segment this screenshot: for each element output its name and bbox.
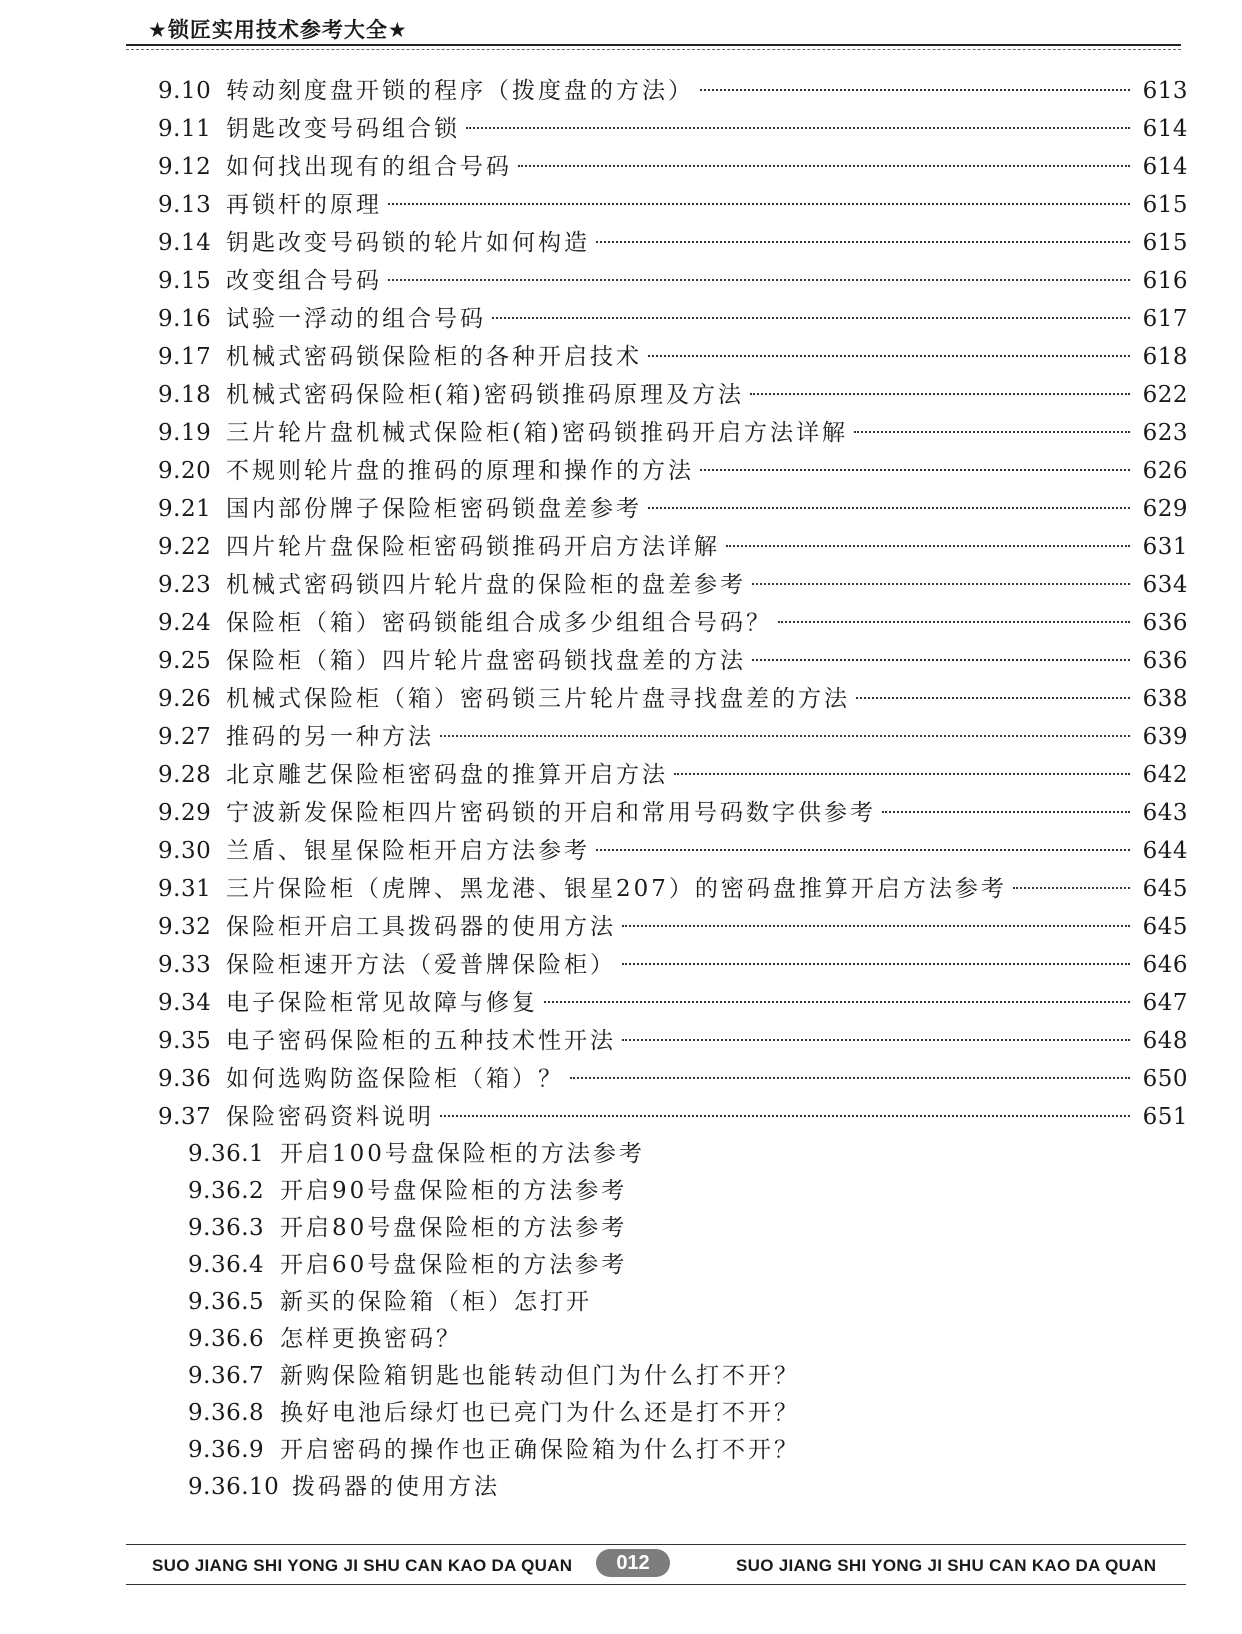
toc-entry bbox=[158, 946, 1188, 984]
toc-entry-title: 宁波新发保险柜四片密码锁的开启和常用号码数字供参考 bbox=[226, 800, 876, 826]
toc-entry-number: 9.22 bbox=[158, 534, 212, 560]
toc-entry-page: 618 bbox=[1142, 344, 1188, 370]
dot-leader bbox=[856, 697, 1130, 699]
dot-leader bbox=[648, 507, 1130, 509]
toc-entry-number: 9.25 bbox=[158, 648, 212, 674]
toc-entry bbox=[158, 528, 1188, 566]
toc-entry-number: 9.15 bbox=[158, 268, 212, 294]
footer-left-text: SUO JIANG SHI YONG JI SHU CAN KAO DA QUAN bbox=[152, 1556, 573, 1575]
toc-entry-page: 622 bbox=[1142, 382, 1188, 408]
header-rule bbox=[126, 44, 1181, 46]
toc-entry bbox=[158, 72, 1188, 110]
toc-entry-number: 9.20 bbox=[158, 458, 212, 484]
dot-leader bbox=[750, 393, 1130, 395]
toc-entry bbox=[158, 110, 1188, 148]
toc-entry-title: 保险密码资料说明 bbox=[226, 1104, 434, 1130]
toc-subentry bbox=[158, 1136, 1188, 1173]
toc-entry-number: 9.29 bbox=[158, 800, 212, 826]
toc-subentry bbox=[158, 1469, 1188, 1506]
toc-entry-page: 631 bbox=[1142, 534, 1188, 560]
toc-entry-title: 四片轮片盘保险柜密码锁推码开启方法详解 bbox=[226, 534, 720, 560]
toc-entry-page: 648 bbox=[1142, 1028, 1188, 1054]
toc-subentry bbox=[158, 1247, 1188, 1284]
toc-entry-title: 钥匙改变号码锁的轮片如何构造 bbox=[226, 230, 590, 256]
dot-leader bbox=[518, 165, 1130, 167]
header-rule-dashed bbox=[126, 49, 1181, 50]
toc-entry-title: 转动刻度盘开锁的程序（拨度盘的方法） bbox=[226, 78, 694, 104]
dot-leader bbox=[1013, 887, 1130, 889]
toc-subentry-title: 开启密码的操作也正确保险箱为什么打不开？ bbox=[280, 1437, 800, 1463]
toc-entry-page: 651 bbox=[1142, 1104, 1188, 1130]
toc-subentry-number: 9.36.3 bbox=[188, 1215, 265, 1241]
dot-leader bbox=[492, 317, 1130, 319]
toc-entry bbox=[158, 186, 1188, 224]
toc-entry-number: 9.17 bbox=[158, 344, 212, 370]
toc-entry-title: 保险柜（箱）密码锁能组合成多少组组合号码？ bbox=[226, 610, 772, 636]
toc-subentry-number: 9.36.6 bbox=[188, 1326, 265, 1352]
toc-entry-page: 642 bbox=[1142, 762, 1188, 788]
toc-entry-number: 9.19 bbox=[158, 420, 212, 446]
toc-entry-page: 616 bbox=[1142, 268, 1188, 294]
dot-leader bbox=[570, 1077, 1130, 1079]
toc-subentry-title: 开启60号盘保险柜的方法参考 bbox=[280, 1252, 628, 1278]
dot-leader bbox=[700, 469, 1130, 471]
toc-entry-number: 9.24 bbox=[158, 610, 212, 636]
toc-entry-number: 9.30 bbox=[158, 838, 212, 864]
toc-entry-title: 试验一浮动的组合号码 bbox=[226, 306, 486, 332]
toc-entry-number: 9.10 bbox=[158, 78, 212, 104]
toc-entry-page: 644 bbox=[1142, 838, 1188, 864]
toc-entry-title: 保险柜（箱）四片轮片盘密码锁找盘差的方法 bbox=[226, 648, 746, 674]
toc-subentry-number: 9.36.4 bbox=[188, 1252, 265, 1278]
toc-entry-number: 9.28 bbox=[158, 762, 212, 788]
toc-entry-title: 保险柜开启工具拨码器的使用方法 bbox=[226, 914, 616, 940]
toc-subentry-number: 9.36.7 bbox=[188, 1363, 265, 1389]
footer-rule-bottom bbox=[126, 1584, 1186, 1585]
toc-entry-number: 9.11 bbox=[158, 116, 212, 142]
toc-entry-page: 613 bbox=[1142, 78, 1188, 104]
toc-entry-page: 614 bbox=[1142, 116, 1188, 142]
toc-entry-number: 9.18 bbox=[158, 382, 212, 408]
toc-subentry-title: 开启80号盘保险柜的方法参考 bbox=[280, 1215, 628, 1241]
toc-entry-number: 9.21 bbox=[158, 496, 212, 522]
toc-subentry-title: 怎样更换密码？ bbox=[280, 1326, 462, 1352]
dot-leader bbox=[622, 1039, 1130, 1041]
toc-entry bbox=[158, 794, 1188, 832]
toc-entry bbox=[158, 908, 1188, 946]
toc-entry-number: 9.12 bbox=[158, 154, 212, 180]
toc-entry-title: 不规则轮片盘的推码的原理和操作的方法 bbox=[226, 458, 694, 484]
toc-entry-title: 再锁杆的原理 bbox=[226, 192, 382, 218]
toc-entry-title: 三片轮片盘机械式保险柜(箱)密码锁推码开启方法详解 bbox=[226, 420, 848, 446]
toc-entry bbox=[158, 718, 1188, 756]
toc-subentry bbox=[158, 1173, 1188, 1210]
toc-entry-title: 国内部份牌子保险柜密码锁盘差参考 bbox=[226, 496, 642, 522]
toc-subentry-title: 换好电池后绿灯也已亮门为什么还是打不开？ bbox=[280, 1400, 800, 1426]
dot-leader bbox=[622, 925, 1130, 927]
toc-entry-number: 9.33 bbox=[158, 952, 212, 978]
toc-entry-number: 9.32 bbox=[158, 914, 212, 940]
toc-entry bbox=[158, 338, 1188, 376]
toc-entry bbox=[158, 604, 1188, 642]
toc-entry-number: 9.31 bbox=[158, 876, 212, 902]
dot-leader bbox=[648, 355, 1130, 357]
toc-entry bbox=[158, 148, 1188, 186]
dot-leader bbox=[466, 127, 1130, 129]
dot-leader bbox=[726, 545, 1130, 547]
toc-entry bbox=[158, 642, 1188, 680]
toc-subentry-number: 9.36.10 bbox=[188, 1474, 280, 1500]
dot-leader bbox=[544, 1001, 1130, 1003]
toc-entry-title: 兰盾、银星保险柜开启方法参考 bbox=[226, 838, 590, 864]
toc-entry-title: 机械式密码保险柜(箱)密码锁推码原理及方法 bbox=[226, 382, 744, 408]
toc-entry-title: 机械式密码锁保险柜的各种开启技术 bbox=[226, 344, 642, 370]
dot-leader bbox=[882, 811, 1130, 813]
footer-right-text: SUO JIANG SHI YONG JI SHU CAN KAO DA QUAN bbox=[736, 1556, 1157, 1575]
toc-entry bbox=[158, 832, 1188, 870]
toc-entry-title: 电子密码保险柜的五种技术性开法 bbox=[226, 1028, 616, 1054]
toc-entry-page: 643 bbox=[1142, 800, 1188, 826]
dot-leader bbox=[854, 431, 1130, 433]
page-footer bbox=[126, 1544, 1186, 1592]
dot-leader bbox=[752, 659, 1130, 661]
toc-entry-title: 钥匙改变号码组合锁 bbox=[226, 116, 460, 142]
toc-entry-page: 629 bbox=[1142, 496, 1188, 522]
toc-entry-title: 如何选购防盗保险柜（箱）？ bbox=[226, 1066, 564, 1092]
toc-entry-number: 9.26 bbox=[158, 686, 212, 712]
toc-entry bbox=[158, 262, 1188, 300]
toc-entry-title: 电子保险柜常见故障与修复 bbox=[226, 990, 538, 1016]
toc-entry-page: 650 bbox=[1142, 1066, 1188, 1092]
dot-leader bbox=[752, 583, 1130, 585]
toc-entry-number: 9.34 bbox=[158, 990, 212, 1016]
toc-entry-page: 623 bbox=[1142, 420, 1188, 446]
toc-entry bbox=[158, 680, 1188, 718]
toc-subentry bbox=[158, 1432, 1188, 1469]
toc-entry bbox=[158, 490, 1188, 528]
toc-entry-page: 645 bbox=[1142, 914, 1188, 940]
toc-entry bbox=[158, 756, 1188, 794]
toc-entry-title: 推码的另一种方法 bbox=[226, 724, 434, 750]
toc-entry-number: 9.14 bbox=[158, 230, 212, 256]
toc-subentry-title: 开启90号盘保险柜的方法参考 bbox=[280, 1178, 628, 1204]
dot-leader bbox=[596, 241, 1130, 243]
toc-entry-page: 636 bbox=[1142, 648, 1188, 674]
page-number-badge: 012 bbox=[596, 1549, 670, 1577]
toc-entry-page: 615 bbox=[1142, 192, 1188, 218]
dot-leader bbox=[700, 89, 1130, 91]
toc-entry-number: 9.13 bbox=[158, 192, 212, 218]
dot-leader bbox=[440, 735, 1130, 737]
toc-entry-title: 保险柜速开方法（爱普牌保险柜） bbox=[226, 952, 616, 978]
toc-subentry bbox=[158, 1210, 1188, 1247]
toc-subentry bbox=[158, 1358, 1188, 1395]
dot-leader bbox=[596, 849, 1130, 851]
toc-entry-number: 9.35 bbox=[158, 1028, 212, 1054]
toc-subentry-title: 新买的保险箱（柜）怎打开 bbox=[280, 1289, 592, 1315]
toc-entry bbox=[158, 566, 1188, 604]
toc-entry-page: 614 bbox=[1142, 154, 1188, 180]
toc-subentry-title: 拨码器的使用方法 bbox=[292, 1474, 500, 1500]
toc-subentry-number: 9.36.2 bbox=[188, 1178, 265, 1204]
toc-entry bbox=[158, 984, 1188, 1022]
toc-entry-number: 9.23 bbox=[158, 572, 212, 598]
toc-entry-title: 机械式保险柜（箱）密码锁三片轮片盘寻找盘差的方法 bbox=[226, 686, 850, 712]
toc-entry-title: 改变组合号码 bbox=[226, 268, 382, 294]
book-title: ★锁匠实用技术参考大全★ bbox=[148, 18, 408, 42]
toc-subentry bbox=[158, 1284, 1188, 1321]
toc-entry-page: 639 bbox=[1142, 724, 1188, 750]
toc-entry bbox=[158, 1022, 1188, 1060]
toc-entry-page: 626 bbox=[1142, 458, 1188, 484]
toc-subentry bbox=[158, 1395, 1188, 1432]
toc-entry-number: 9.16 bbox=[158, 306, 212, 332]
dot-leader bbox=[622, 963, 1130, 965]
toc-entry bbox=[158, 870, 1188, 908]
toc-entry-number: 9.36 bbox=[158, 1066, 212, 1092]
dot-leader bbox=[674, 773, 1130, 775]
toc-subentry bbox=[158, 1321, 1188, 1358]
toc-subentry-number: 9.36.5 bbox=[188, 1289, 265, 1315]
toc-entry-page: 636 bbox=[1142, 610, 1188, 636]
table-of-contents bbox=[158, 72, 1188, 1506]
dot-leader bbox=[778, 621, 1130, 623]
toc-entry-page: 647 bbox=[1142, 990, 1188, 1016]
footer-rule-top bbox=[126, 1544, 1186, 1545]
toc-entry bbox=[158, 1098, 1188, 1136]
toc-entry-page: 646 bbox=[1142, 952, 1188, 978]
toc-subentry-title: 开启100号盘保险柜的方法参考 bbox=[280, 1141, 645, 1167]
toc-subentry-number: 9.36.8 bbox=[188, 1400, 265, 1426]
toc-entry-title: 如何找出现有的组合号码 bbox=[226, 154, 512, 180]
toc-entries bbox=[158, 72, 1188, 1136]
dot-leader bbox=[388, 203, 1130, 205]
toc-entry-number: 9.27 bbox=[158, 724, 212, 750]
page-header bbox=[126, 10, 1181, 40]
toc-subentry-number: 9.36.1 bbox=[188, 1141, 265, 1167]
toc-entry-number: 9.37 bbox=[158, 1104, 212, 1130]
toc-entry bbox=[158, 1060, 1188, 1098]
toc-entry bbox=[158, 376, 1188, 414]
dot-leader bbox=[440, 1115, 1130, 1117]
toc-entry-page: 615 bbox=[1142, 230, 1188, 256]
toc-entry-title: 三片保险柜（虎牌、黑龙港、银星207）的密码盘推算开启方法参考 bbox=[226, 876, 1007, 902]
toc-subentries bbox=[158, 1136, 1188, 1506]
toc-entry-title: 北京雕艺保险柜密码盘的推算开启方法 bbox=[226, 762, 668, 788]
toc-entry bbox=[158, 224, 1188, 262]
dot-leader bbox=[388, 279, 1130, 281]
toc-entry bbox=[158, 452, 1188, 490]
toc-entry-page: 645 bbox=[1142, 876, 1188, 902]
toc-entry-page: 617 bbox=[1142, 306, 1188, 332]
toc-entry-page: 638 bbox=[1142, 686, 1188, 712]
toc-entry-title: 机械式密码锁四片轮片盘的保险柜的盘差参考 bbox=[226, 572, 746, 598]
toc-subentry-title: 新购保险箱钥匙也能转动但门为什么打不开？ bbox=[280, 1363, 800, 1389]
toc-entry bbox=[158, 300, 1188, 338]
toc-subentry-number: 9.36.9 bbox=[188, 1437, 265, 1463]
toc-entry-page: 634 bbox=[1142, 572, 1188, 598]
toc-entry bbox=[158, 414, 1188, 452]
